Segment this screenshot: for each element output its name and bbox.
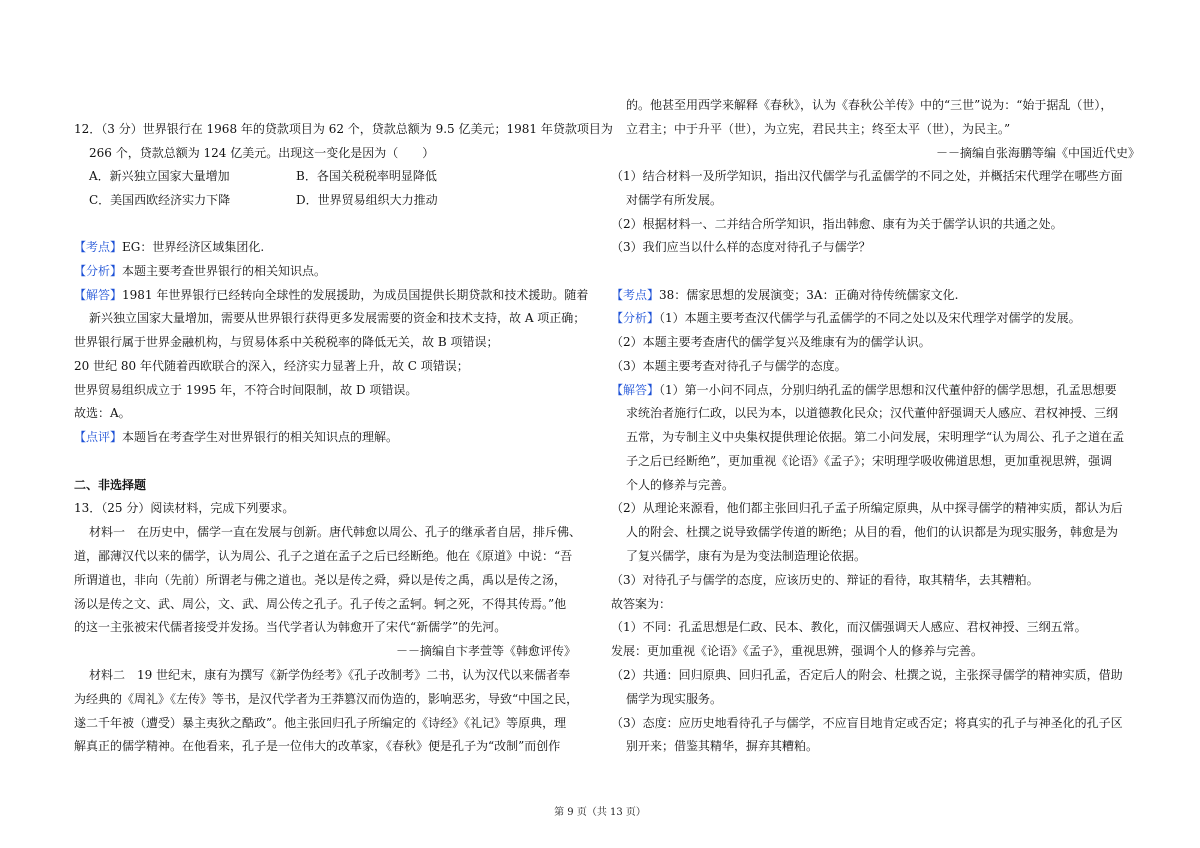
- jieda-tag-right: 【解答】: [611, 383, 660, 397]
- dianping-text: 本题旨在考查学生对世界银行的相关知识点的理解。: [122, 430, 399, 444]
- q13-intro: 13．（25 分）阅读材料，完成下列要求。: [74, 501, 295, 515]
- q12-option-a: A．新兴独立国家大量增加: [89, 169, 230, 183]
- kaodian-tag: 【考点】: [74, 240, 123, 254]
- material1-line3: 所谓道也，非向（先前）所谓老与佛之道也。尧以是传之舜，舜以是传之禹，禹以是传之汤，: [74, 573, 567, 587]
- answer-line1: （1）不同：孔孟思想是仁政、民本、教化，而汉儒强调天人感应、君权神授、三纲五常。: [611, 620, 1087, 634]
- material1-line1: 材料一 在历史中，儒学一直在发展与创新。唐代韩愈以周公、孔子的继承者自居，排斥佛、: [89, 525, 582, 539]
- jieda-right-line4: 子之后已经断绝”，更加重视《论语》《孟子》；宋明理学吸收佛道思想，更加重视思辨，强调: [626, 454, 1113, 468]
- fenxi-row: [74, 263, 326, 279]
- answer-line4: 儒学为现实服务。: [626, 692, 723, 706]
- kaodian-row-right: [611, 287, 958, 303]
- material2-line3: 遂二千年被（遭受）暴主夷狄之酷政”。他主张回归孔子所编定的《诗经》《礼记》等原典，理: [74, 716, 567, 730]
- jieda-row: [74, 287, 588, 303]
- requirement1-line1: （1）结合材料一及所学知识，指出汉代儒学与孔孟儒学的不同之处，并概括宋代理学在哪些方面: [611, 169, 1123, 183]
- requirement1-line2: 对儒学有所发展。: [626, 193, 723, 207]
- jieda-right-line1: （1）第一小问不同点，分别归纳孔孟的儒学思想和汉代董仲舒的儒学思想，孔孟思想要: [659, 383, 1117, 397]
- jieda-text-line4: 20 世纪 80 年代随着西欧联合的深入，经济实力显著上升，故 C 项错误；: [74, 359, 469, 373]
- q12-stem-line2: 266 个，贷款总额为 124 亿美元。出现这一变化是因为（ ）: [89, 146, 435, 160]
- material2-source: －－摘编自张海鹏等编《中国近代史》: [936, 146, 1141, 160]
- material1-source: －－摘编自卞孝萱等《韩愈评传》: [396, 644, 577, 658]
- kaodian-text: EG：世界经济区域集团化.: [122, 240, 265, 254]
- answer-line5: （3）态度：应历史地看待孔子与儒学，不应盲目地肯定或否定；将真实的孔子与神圣化的孔子区: [611, 716, 1123, 730]
- q12-option-b: B．各国关税税率明显降低: [296, 169, 437, 183]
- material2-line4: 解真正的儒学精神。在他看来，孔子是一位伟大的改革家，《春秋》便是孔子为“改制”而创作: [74, 739, 561, 753]
- answer-line3: （2）共通：回归原典、回归孔孟，否定后人的附会、杜撰之说，主张探寻儒学的精神实质，借助: [611, 668, 1123, 682]
- fenxi-row-right: [611, 310, 1081, 326]
- fenxi-line1: （1）本题主要考查汉代儒学与孔孟儒学的不同之处以及宋代理学对儒学的发展。: [659, 311, 1081, 325]
- jieda-text-line3: 世界银行属于世界金融机构，与贸易体系中关税税率的降低无关，故 B 项错误；: [74, 335, 499, 349]
- jieda-right-line8: 了复兴儒学，康有为是为变法制造理论依据。: [626, 549, 867, 563]
- jieda-text-line1: 1981 年世界银行已经转向全球性的发展援助，为成员国提供长期贷款和技术援助。随着: [122, 288, 589, 302]
- jieda-right-line7: 人的附会、杜撰之说导致儒学传道的断绝；从目的看，他们的认识都是为现实服务，韩愈是为: [626, 525, 1119, 539]
- jieda-right-line3: 五常，为专制主义中央集权提供理论依据。第二小问发展，宋明理学“认为周公、孔子之道在孟: [626, 430, 1125, 444]
- fenxi-line3: （3）本题主要考查对待孔子与儒学的态度。: [611, 359, 847, 373]
- page-footer: 第 9 页（共 13 页）: [554, 807, 646, 818]
- requirement2: （2）根据材料一、二并结合所学知识，指出韩愈、康有为关于儒学认识的共通之处。: [611, 217, 1063, 231]
- material1-line4: 汤以是传之文、武、周公，文、武、周公传之孔子。孔子传之孟轲。轲之死，不得其传焉。”他: [74, 597, 567, 611]
- fenxi-tag: 【分析】: [74, 264, 123, 278]
- material2-line6: 立君主；中于升平（世），为立宪，君民共主；终至太平（世），为民主。”: [626, 122, 1011, 136]
- jieda-text-line5: 世界贸易组织成立于 1995 年，不符合时间限制，故 D 项错误。: [74, 383, 418, 397]
- section-heading: 二、非选择题: [74, 478, 147, 492]
- jieda-text-line6: 故选：A。: [74, 406, 131, 420]
- answer-line2: 发展：更加重视《论语》《孟子》，重视思辨，强调个人的修养与完善。: [611, 644, 984, 658]
- material2-line5: 的。他甚至用西学来解释《春秋》，认为《春秋公羊传》中的“三世”说为：“始于据乱（世），: [626, 98, 1113, 112]
- jieda-right-line5: 个人的修养与完善。: [626, 478, 735, 492]
- kaodian-tag-right: 【考点】: [611, 288, 660, 302]
- requirement3: （3）我们应当以什么样的态度对待孔子与儒学？: [611, 240, 871, 254]
- q12-stem-line1: 12．（3 分）世界银行在 1968 年的贷款项目为 62 个，贷款总额为 9.5 亿美元；1981 年贷款项目为: [74, 122, 613, 136]
- material2-line1: 材料二 19 世纪末，康有为撰写《新学伪经考》《孔子改制考》二书，认为汉代以来儒者奉: [89, 668, 571, 682]
- kaodian-row: [74, 239, 264, 255]
- jieda-tag: 【解答】: [74, 288, 123, 302]
- fenxi-tag-right: 【分析】: [611, 311, 660, 325]
- jieda-right-line2: 求统治者施行仁政，以民为本，以道德教化民众；汉代董仲舒强调天人感应、君权神授、三纲: [626, 406, 1119, 420]
- q12-option-c: C．美国西欧经济实力下降: [89, 193, 231, 207]
- answer-heading: 故答案为：: [611, 597, 672, 611]
- material1-line5: 的这一主张被宋代儒者接受并发扬。当代学者认为韩愈开了宋代“新儒学”的先河。: [74, 620, 507, 634]
- fenxi-text: 本题主要考查世界银行的相关知识点。: [122, 264, 327, 278]
- material1-line2: 道，鄙薄汉代以来的儒学，认为周公、孔子之道在孟子之后已经断绝。他在《原道》中说：“吾: [74, 549, 573, 563]
- jieda-text-line2: 新兴独立国家大量增加，需要从世界银行获得更多发展需要的资金和技术支持，故 A 项正确；: [89, 311, 586, 325]
- q12-option-d: D．世界贸易组织大力推动: [296, 193, 438, 207]
- fenxi-line2: （2）本题主要考查唐代的儒学复兴及维康有为的儒学认识。: [611, 335, 931, 349]
- jieda-row-right: [611, 382, 1117, 398]
- jieda-right-line6: （2）从理论来源看，他们都主张回归孔子孟子所编定原典，从中探寻儒学的精神实质，都认为后: [611, 501, 1123, 515]
- kaodian-text-right: 38：儒家思想的发展演变；3A：正确对待传统儒家文化.: [659, 288, 959, 302]
- dianping-tag: 【点评】: [74, 430, 123, 444]
- material2-line2: 为经典的《周礼》《左传》等书，是汉代学者为王莽篡汉而伪造的，影响恶劣，导致“中国之民，: [74, 692, 579, 706]
- jieda-right-line9: （3）对待孔子与儒学的态度，应该历史的、辩证的看待，取其精华，去其糟粕。: [611, 573, 1039, 587]
- answer-line6: 别开来；借鉴其精华，摒弃其糟粕。: [626, 739, 819, 753]
- dianping-row: [74, 429, 398, 445]
